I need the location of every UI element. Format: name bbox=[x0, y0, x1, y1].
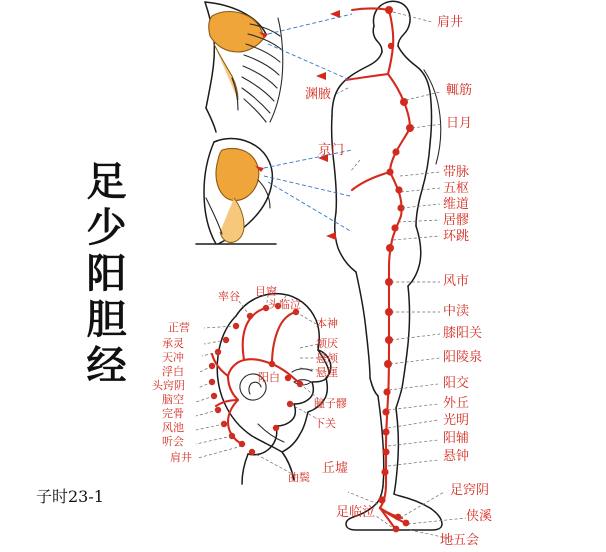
label-qubin: 曲鬓 bbox=[288, 471, 310, 484]
label-qiuxu: 丘墟 bbox=[322, 461, 349, 476]
page-title: 足少阳胆经 bbox=[80, 160, 127, 390]
label-tinghui: 听会 bbox=[162, 435, 184, 448]
ribcage-figure bbox=[205, 2, 283, 132]
label-yanglingquan: 阳陵泉 bbox=[443, 350, 483, 365]
label-zhejin: 輒筋 bbox=[446, 83, 473, 98]
label-yangjiao: 阳交 bbox=[443, 376, 470, 391]
label-xiyangguan: 膝阳关 bbox=[443, 326, 483, 341]
label-toulinqi: 头临泣 bbox=[268, 298, 301, 311]
label-touqiaoyin: 头窍阴 bbox=[152, 379, 185, 392]
label-juliao: 居髎 bbox=[443, 213, 470, 228]
label-wushu: 五枢 bbox=[443, 181, 470, 196]
label-fubai: 浮白 bbox=[162, 365, 184, 378]
label-zuqiaoyin: 足窍阴 bbox=[450, 483, 490, 498]
label-xuanlu: 悬颅 bbox=[316, 352, 338, 365]
label-hanyan: 颔厌 bbox=[316, 337, 338, 350]
label-guangming: 光明 bbox=[443, 413, 470, 428]
label-jingmen: 京门 bbox=[318, 143, 345, 158]
label-fengchi: 风池 bbox=[162, 421, 184, 434]
label-xiaxi: 侠溪 bbox=[466, 509, 493, 524]
label-xuanli: 悬厘 bbox=[316, 366, 338, 379]
gallbladder-meridian-line bbox=[316, 6, 414, 532]
label-weidao: 维道 bbox=[443, 197, 470, 212]
label-naokong: 脑空 bbox=[162, 393, 184, 406]
label-diwuhui: 地五会 bbox=[440, 533, 480, 548]
label-daimai: 带脉 bbox=[443, 165, 470, 180]
label-riyue: 日月 bbox=[446, 116, 473, 131]
label-tianchong: 天冲 bbox=[162, 351, 184, 364]
label-jianjing: 肩井 bbox=[437, 15, 464, 30]
pelvis-figure bbox=[196, 139, 276, 244]
label-jianjing-head: 肩井 bbox=[170, 451, 192, 464]
label-yangbai: 阳白 bbox=[258, 371, 280, 384]
label-yuanye: 渊腋 bbox=[305, 87, 332, 102]
label-benshen: 本神 bbox=[316, 317, 338, 330]
meridian-time: 子时23-1 bbox=[36, 487, 104, 506]
label-fengshi: 风市 bbox=[443, 274, 470, 289]
label-waiqiu: 外丘 bbox=[443, 396, 470, 411]
label-tongziliao: 瞳子髎 bbox=[314, 397, 347, 410]
label-zulinqi: 足临泣 bbox=[336, 505, 376, 520]
label-zhengying: 正营 bbox=[168, 321, 190, 334]
head-figure bbox=[209, 294, 331, 484]
label-shuaigu: 率谷 bbox=[218, 290, 240, 303]
label-muchuang: 目窗 bbox=[255, 285, 277, 298]
label-zhongdu: 中渎 bbox=[443, 304, 470, 319]
label-yangfu: 阳辅 bbox=[443, 431, 470, 446]
label-huantiao: 环跳 bbox=[443, 229, 470, 244]
label-chengling: 承灵 bbox=[162, 337, 184, 350]
label-wangu: 完骨 bbox=[162, 407, 184, 420]
label-xuanzhong: 悬钟 bbox=[443, 449, 470, 464]
label-xiaguan: 下关 bbox=[314, 417, 336, 430]
